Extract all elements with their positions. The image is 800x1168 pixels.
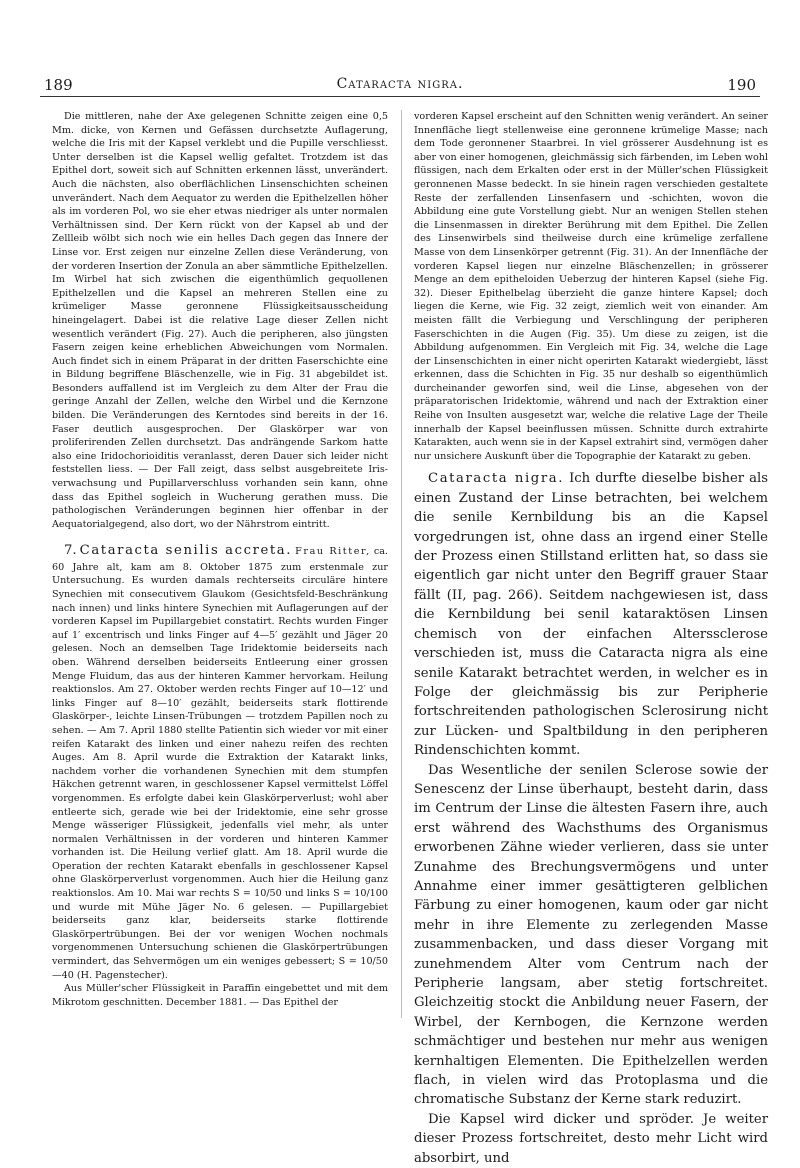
paragraph — [414, 469, 768, 760]
column-divider — [401, 110, 402, 1018]
paragraph — [52, 541, 388, 982]
section-heading: Cataracta nigra. — [428, 471, 564, 487]
left-column — [52, 110, 388, 1009]
paragraph: Die Kapsel wird dicker und spröder. Je weiter dieser Prozess fortschreitet, desto mehr Licht wird absorbirt, und — [414, 1111, 768, 1166]
page-number-left: 189 — [44, 76, 73, 94]
running-header — [40, 78, 760, 97]
right-column — [414, 110, 768, 1168]
page-number-right: 190 — [727, 76, 756, 94]
section-number: 7. — [64, 543, 77, 559]
paragraph: Aus Müller'scher Flüssigkeit in Paraffin eingebettet und mit dem Mikrotom geschnitten. December 1881. — Das Epithel der — [52, 983, 388, 1008]
paragraph: vorderen Kapsel erscheint auf den Schnitten wenig verändert. An seiner Innenfläche liegt stellenweise eine geronnene krümelige Masse; nach dem Tode geronnener Staarbrei. In viel grösserer Ausdehnung ist es aber von einer homogenen, gleichmässig sich färbenden, im Leben wohl flüssigen, nach dem Erkalten oder erst in der Müller'schen Flüssigkeit geronnenen Masse bedeckt. In sie hinein ragen verschieden gestaltete Reste der zerfallenden Linsenfasern und -schichten, wovon die Abbildung eine gute Vorstellung giebt. Nur an wenigen Stellen stehen die Linsenmassen in direkter Berührung mit dem Epithel. Die Zellen des Linsenwirbels sind theilweise durch eine krümelige zerfallene Masse von dem Linsenkörper getrennt (Fig. 31). An der Innenfläche der vorderen Kapsel liegen nur einzelne Bläschenzellen; in grösserer Menge an dem epitheloiden Ueberzug der hinteren Kapsel (siehe Fig. 32). Dieser Epithelbelag überzieht die ganze hintere Kapsel; doch liegen die Kerne, wie Fig. 32 zeigt, ziemlich weit von einander. Am meisten fällt die Verbiegung und Verschlingung der peripheren Faserschichten in die Augen (Fig. 35). Um diese zu zeigen, ist die Abbildung aufgenommen. Ein Vergleich mit Fig. 34, welche die Lage der Linsenschichten in einer nicht operirten Katarakt wiedergiebt, lässt erkennen, dass die Schichten in Fig. 35 nur deshalb so eigenthümlich durcheinander geworfen sind, weil die Linse, abgesehen von der präparatorischen Iridektomie, während und nach der Extraktion einer Reihe von Insulten ausgesetzt war, welche die relative Lage der Theile innerhalb der Kapsel beeinflussen müssen. Schnitte durch extrahirte Katarakten, auch wenn sie in der Kapsel extrahirt sind, vermögen daher nur unsichere Auskunft über die Topographie der Katarakt zu geben. — [414, 111, 768, 462]
running-title: Cataracta nigra. — [336, 76, 464, 92]
patient-name: Frau Ritter, — [295, 546, 371, 558]
case-text: ca. 60 Jahre alt, kam am 8. Oktober 1875 zum erstenmale zur Untersuchung. Es wurden damals rechterseits circuläre hintere Synechien mit consecutivem Glaukom (Gesichtsfeld-Beschränkung nach innen) und links hintere Synechien mit Auflagerungen auf der vorderen Kapsel im Pupillargebiet constatirt. Rechts wurden Finger auf 1′ excentrisch und links Finger auf 4—5′ gezählt und Jäger 20 gelesen. Noch an demselben Tage Iridektomie beiderseits nach oben. Während derselben beiderseits Entleerung einer grossen Menge Fluidum, das aus der hinteren Kammer hervorkam. Heilung reaktionslos. Am 27. Oktober werden rechts Finger auf 10—12′ und links Finger auf 8—10′ gezählt, beiderseits stark flottirende Glaskörper-, leichte Linsen-Trübungen — trotzdem Papillen noch zu sehen. — Am 7. April 1880 stellte Patientin sich wieder vor mit einer reifen Katarakt des linken und einer nahezu reifen des rechten Auges. Am 8. April wurde die Extraktion der Katarakt links, nachdem vorher die vorhandenen Synechien mit dem stumpfen Häkchen getrennt waren, in geschlossener Kapsel vermittelst Löffel vorgenommen. Es erfolgte dabei kein Glaskörperverlust; wohl aber entleerte sich, gerade wie bei der Iridektomie, eine sehr grosse Menge wässeriger Flüssigkeit, jedenfalls viel mehr, als unter normalen Verhältnissen in der vorderen und hinteren Kammer vorhanden ist. Die Heilung verlief glatt. Am 18. April wurde die Operation der rechten Katarakt ebenfalls in geschlossener Kapsel ohne Glaskörperverlust vorgenommen. Auch hier die Heilung ganz reaktionslos. Am 10. Mai war rechts S = 10/50 und links S = 10/100 und wurde mit Mühe Jäger No. 6 gelesen. — Pupillargebiet beiderseits ganz klar, beiderseits starke flottirende Glaskörpertrübungen. Bei der vor wenigen Wochen nochmals vorgenommenen Untersuchung schienen die Glaskörpertrübungen vermindert, das Sehvermögen um ein weniges gebessert; S = 10/50—40 (H. Pagenstecher). — [52, 546, 388, 981]
paragraph: Das Wesentliche der senilen Sclerose sowie der Senescenz der Linse überhaupt, besteht darin, dass im Centrum der Linse die ältesten Fasern ihre, auch erst während des Wachsthums des Organismus erworbenen Zähne wieder verlieren, dass sie unter Zunahme des Brechungsvermögens und unter Annahme einer immer gesättigteren gelblichen Färbung zu einer homogenen, kaum oder gar nicht mehr in ihre Elemente zu zerlegenden Masse zusammenbacken, und dass dieser Vorgang mit zunehmendem Alter vom Centrum nach der Peripherie langsam, aber stetig fortschreitet. Gleichzeitig stockt die Anbildung neuer Fasern, der Wirbel, der Kernbogen, die Kernzone werden schmächtiger und bestehen nur mehr aus wenigen kernhaltigen Elementen. Die Epithelzellen werden flach, in vielen wird das Protoplasma und die chromatische Substanz der Kerne stark reduzirt. — [414, 762, 768, 1108]
paragraph: Die mittleren, nahe der Axe gelegenen Schnitte zeigen eine 0,5 Mm. dicke, von Kernen und Gefässen durchsetzte Auflagerung, welche die Iris mit der Kapsel verklebt und die Pupille verschliesst. Unter derselben ist die Kapsel wellig gefaltet. Trotzdem ist das Epithel dort, soweit sich auf Schnitten erkennen lässt, unverändert. Auch die nächsten, also oberflächlichen Linsenschichten scheinen unverändert. Nach dem Aequator zu werden die Epithelzellen höher als im vorderen Pol, wo sie eher etwas niedriger als unter normalen Verhältnissen sind. Der Kern rückt von der Kapsel ab und der Zellleib wölbt sich noch wie ein helles Dach gegen das Innere der Linse vor. Erst zeigen nur einzelne Zellen diese Veränderung, von der vorderen Insertion der Zonula an aber sämmtliche Epithelzellen. Im Wirbel hat sich zwischen die eigenthümlich gequollenen Epithelzellen und die Kapsel an mehreren Stellen eine zu krümeliger Masse geronnene Flüssigkeitsausscheidung hineingelagert. Dabei ist die relative Lage dieser Zellen nicht wesentlich verändert (Fig. 27). Auch die peripheren, also jüngsten Fasern zeigen keine erheblichen Abweichungen vom Normalen. Auch findet sich in einem Präparat in der dritten Faserschichte eine in Bildung begriffene Bläschenzelle, wie in Fig. 31 abgebildet ist. Besonders auffallend ist im Vergleich zu dem Alter der Frau die geringe Anzahl der Zellen, welche den Wirbel und die Kernzone bilden. Die Veränderungen des Kerntodes sind bereits in der 16. Faser deutlich ausgesprochen. Der Glaskörper war von proliferirenden Zellen durchsetzt. Das andrängende Sarkom hatte also eine Iridochorioiditis veranlasst, deren Dauer sich leider nicht feststellen liess. — Der Fall zeigt, dass selbst ausgebreitete Iris-verwachsung und Pupillarverschluss vorhanden sein kann, ohne dass das Epithel sogleich in Wucherung gerathen muss. Die pathologischen Veränderungen beginnen hier offenbar in der Aequatorialgegend, also dort, wo der Nährstrom eintritt. — [52, 111, 388, 530]
section-heading: Cataracta senilis accreta. — [79, 543, 293, 559]
paragraph-text: Ich durfte dieselbe bisher als einen Zustand der Linse betrachten, bei welchem die senile Kernbildung bis an die Kapsel vorgedrungen ist, ohne dass an irgend einer Stelle der Prozess einen Stillstand erlitten hat, so dass sie eigentlich gar nicht unter den Begriff grauer Staar fällt (II, pag. 266). Seitdem nachgewiesen ist, dass die Kernbildung bei senil kataraktösen Linsen chemisch von der einfachen Alterssclerose verschieden ist, muss die Cataracta nigra als eine senile Katarakt betrachtet werden, in welcher es in Folge der gleichmässig bis zur Peripherie fortschreitenden pathologischen Sclerosirung nicht zur Lücken- und Spaltbildung in den peripheren Rindenschichten kommt. — [414, 471, 768, 759]
